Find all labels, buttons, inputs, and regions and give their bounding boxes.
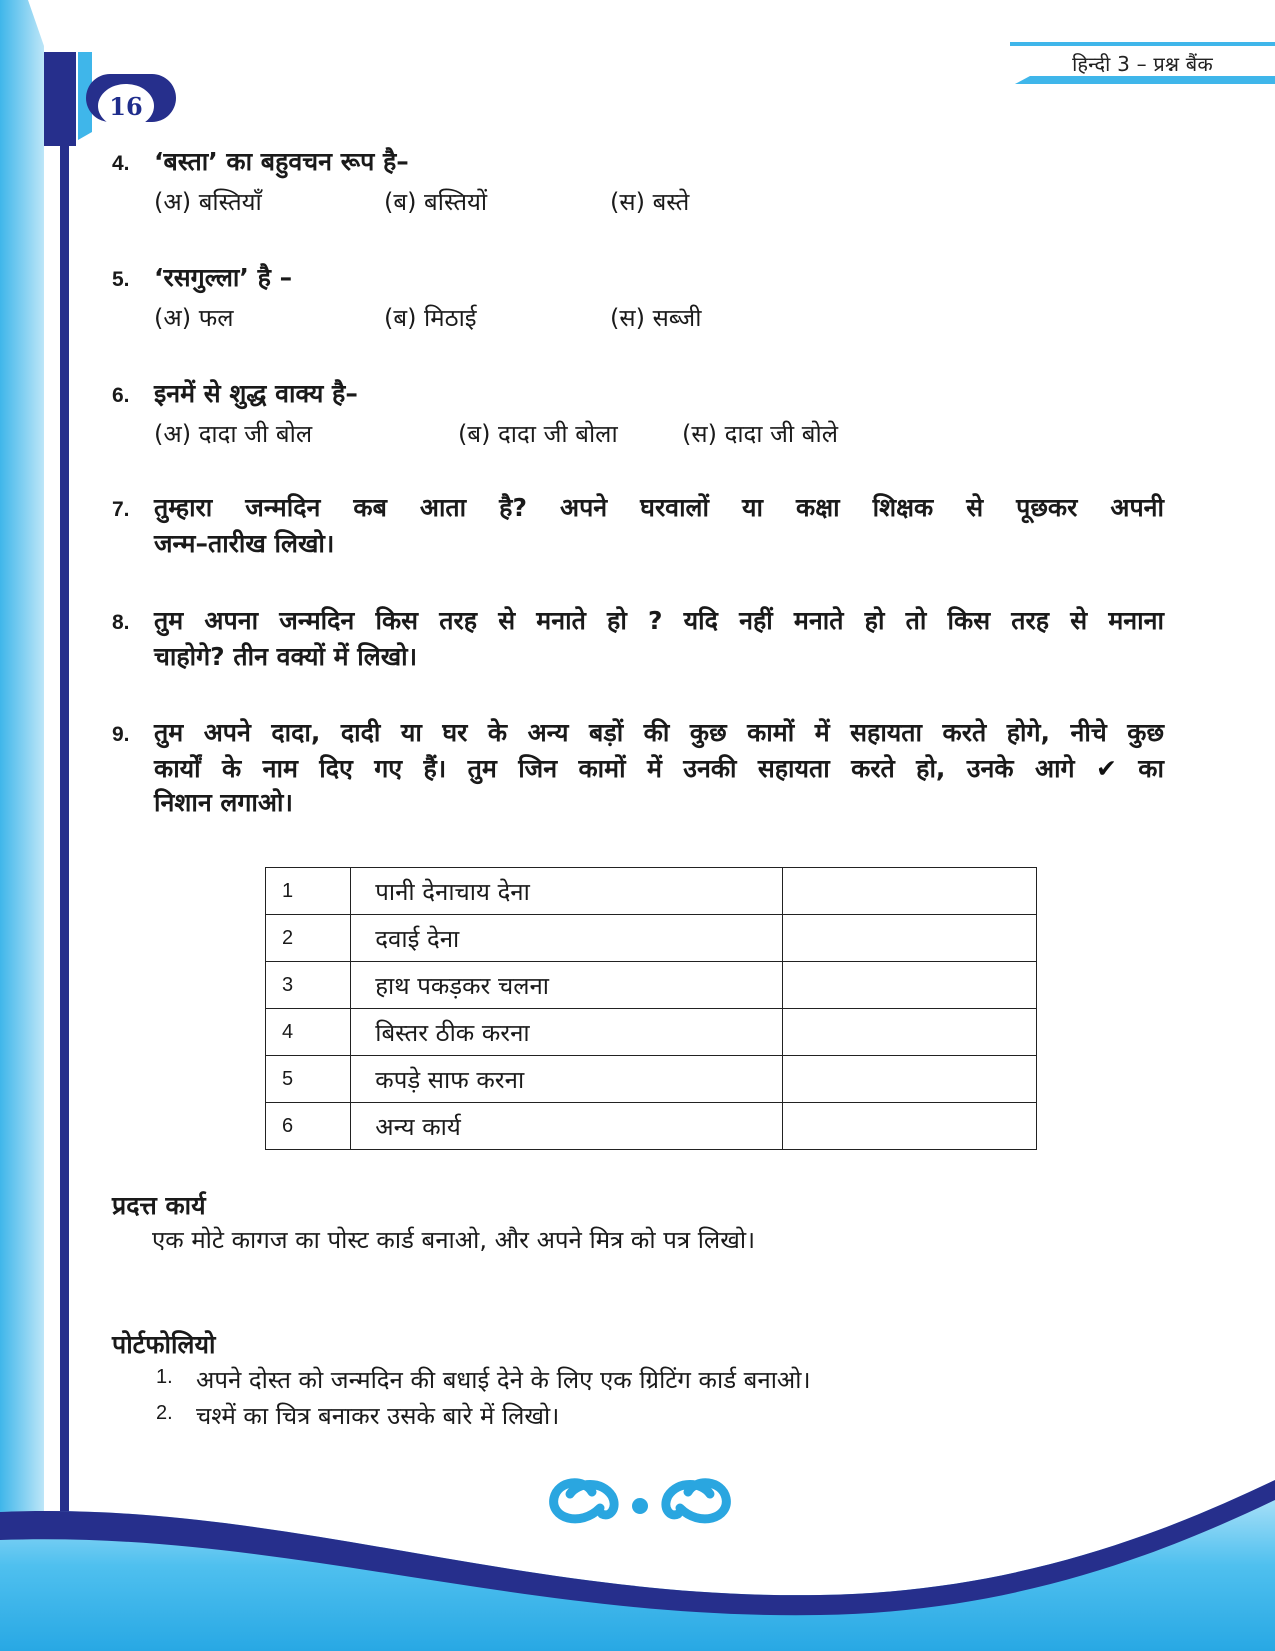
question-9 <box>112 716 1164 820</box>
question-number: 6. <box>112 384 130 407</box>
task-name: दवाई देना <box>351 915 782 962</box>
item-text: चश्में का चित्र बनाकर उसके बारे में लिखो। <box>196 1402 560 1430</box>
check-icon: ✔ <box>1095 754 1117 783</box>
page-number: 16 <box>98 84 154 128</box>
tick-cell[interactable] <box>782 1056 1036 1103</box>
option-a: (अ) दादा जी बोल <box>154 420 313 448</box>
ornament-icon <box>540 1470 740 1526</box>
row-number: 6 <box>266 1103 351 1150</box>
options <box>112 301 1164 341</box>
task-name: अन्य कार्य <box>351 1103 782 1150</box>
option-c: (स) सब्जी <box>610 304 702 332</box>
row-number: 5 <box>266 1056 351 1103</box>
question-text-line-2 <box>154 752 1164 786</box>
question-number: 5. <box>112 268 130 291</box>
question-text: इनमें से शुद्ध वाक्य है– <box>154 379 358 408</box>
book-title: हिन्दी 3 – प्रश्न बैंक <box>1072 52 1213 76</box>
question-number: 4. <box>112 152 130 175</box>
tick-cell[interactable] <box>782 915 1036 962</box>
question-text-line-2: चाहोगे? तीन वक्यों में लिखो। <box>154 642 418 671</box>
question-text-line-3: निशान लगाओ। <box>154 788 293 817</box>
row-number: 4 <box>266 1009 351 1056</box>
question-number: 7. <box>112 498 130 521</box>
assignment-heading: प्रदत्त कार्य <box>112 1191 206 1220</box>
option-c: (स) दादा जी बोले <box>682 420 838 448</box>
tick-cell[interactable] <box>782 868 1036 915</box>
table-row <box>266 962 1037 1009</box>
tick-cell[interactable] <box>782 1009 1036 1056</box>
row-number: 2 <box>266 915 351 962</box>
question-5 <box>112 261 1164 341</box>
table-row <box>266 915 1037 962</box>
option-b: (ब) दादा जी बोला <box>458 420 618 448</box>
line-2-start: कार्यों के नाम दिए गए हैं। तुम जिन कामों में उनकी सहायता करते हो, उनके आगे <box>154 754 1075 783</box>
table-row <box>266 868 1037 915</box>
options <box>112 185 1164 225</box>
line-2-end: का <box>1138 754 1164 783</box>
option-b: (ब) मिठाई <box>384 304 477 332</box>
option-c: (स) बस्ते <box>610 188 690 216</box>
task-name: बिस्तर ठीक करना <box>351 1009 782 1056</box>
item-number: 2. <box>156 1402 173 1424</box>
question-text-line-1: तुम अपने दादा, दादी या घर के अन्य बड़ों की कुछ कामों में सहायता करते होगे, नीचे कुछ <box>154 718 1164 747</box>
question-text-line-1: तुम्हारा जन्मदिन कब आता है? अपने घरवालों या कक्षा शिक्षक से पूछकर अपनी <box>154 493 1164 522</box>
item-number: 1. <box>156 1366 173 1388</box>
task-name: हाथ पकड़कर चलना <box>351 962 782 1009</box>
option-a: (अ) फल <box>154 304 234 332</box>
portfolio-item <box>156 1363 811 1396</box>
question-number: 9. <box>112 723 130 746</box>
question-text: ‘रसगुल्ला’ है – <box>154 263 293 292</box>
portfolio-heading: पोर्टफोलियो <box>112 1330 216 1359</box>
task-name: कपड़े साफ करना <box>351 1056 782 1103</box>
row-number: 1 <box>266 868 351 915</box>
question-8 <box>112 604 1164 674</box>
tick-cell[interactable] <box>782 1103 1036 1150</box>
assignment-text: एक मोटे कागज का पोस्ट कार्ड बनाओ, और अपने मित्र को पत्र लिखो। <box>152 1226 756 1254</box>
table-row <box>266 1056 1037 1103</box>
question-number: 8. <box>112 611 130 634</box>
item-text: अपने दोस्त को जन्मदिन की बधाई देने के लिए एक ग्रिटिंग कार्ड बनाओ। <box>196 1366 811 1394</box>
question-4 <box>112 145 1164 225</box>
row-number: 3 <box>266 962 351 1009</box>
portfolio-item <box>156 1399 559 1432</box>
question-text-line-2: जन्म–तारीख लिखो। <box>154 529 335 558</box>
task-table <box>265 867 1037 1150</box>
question-6 <box>112 377 1164 457</box>
table-row <box>266 1103 1037 1150</box>
option-a: (अ) बस्तियाँ <box>154 188 262 216</box>
question-7 <box>112 491 1164 561</box>
question-text: ‘बस्ता’ का बहुवचन रूप है– <box>154 147 409 176</box>
task-name: पानी देनाचाय देना <box>351 868 782 915</box>
table-row <box>266 1009 1037 1056</box>
options <box>112 417 1164 457</box>
question-text-line-1: तुम अपना जन्मदिन किस तरह से मनाते हो ? यदि नहीं मनाते हो तो किस तरह से मनाना <box>154 606 1164 635</box>
option-b: (ब) बस्तियों <box>384 188 488 216</box>
tick-cell[interactable] <box>782 962 1036 1009</box>
